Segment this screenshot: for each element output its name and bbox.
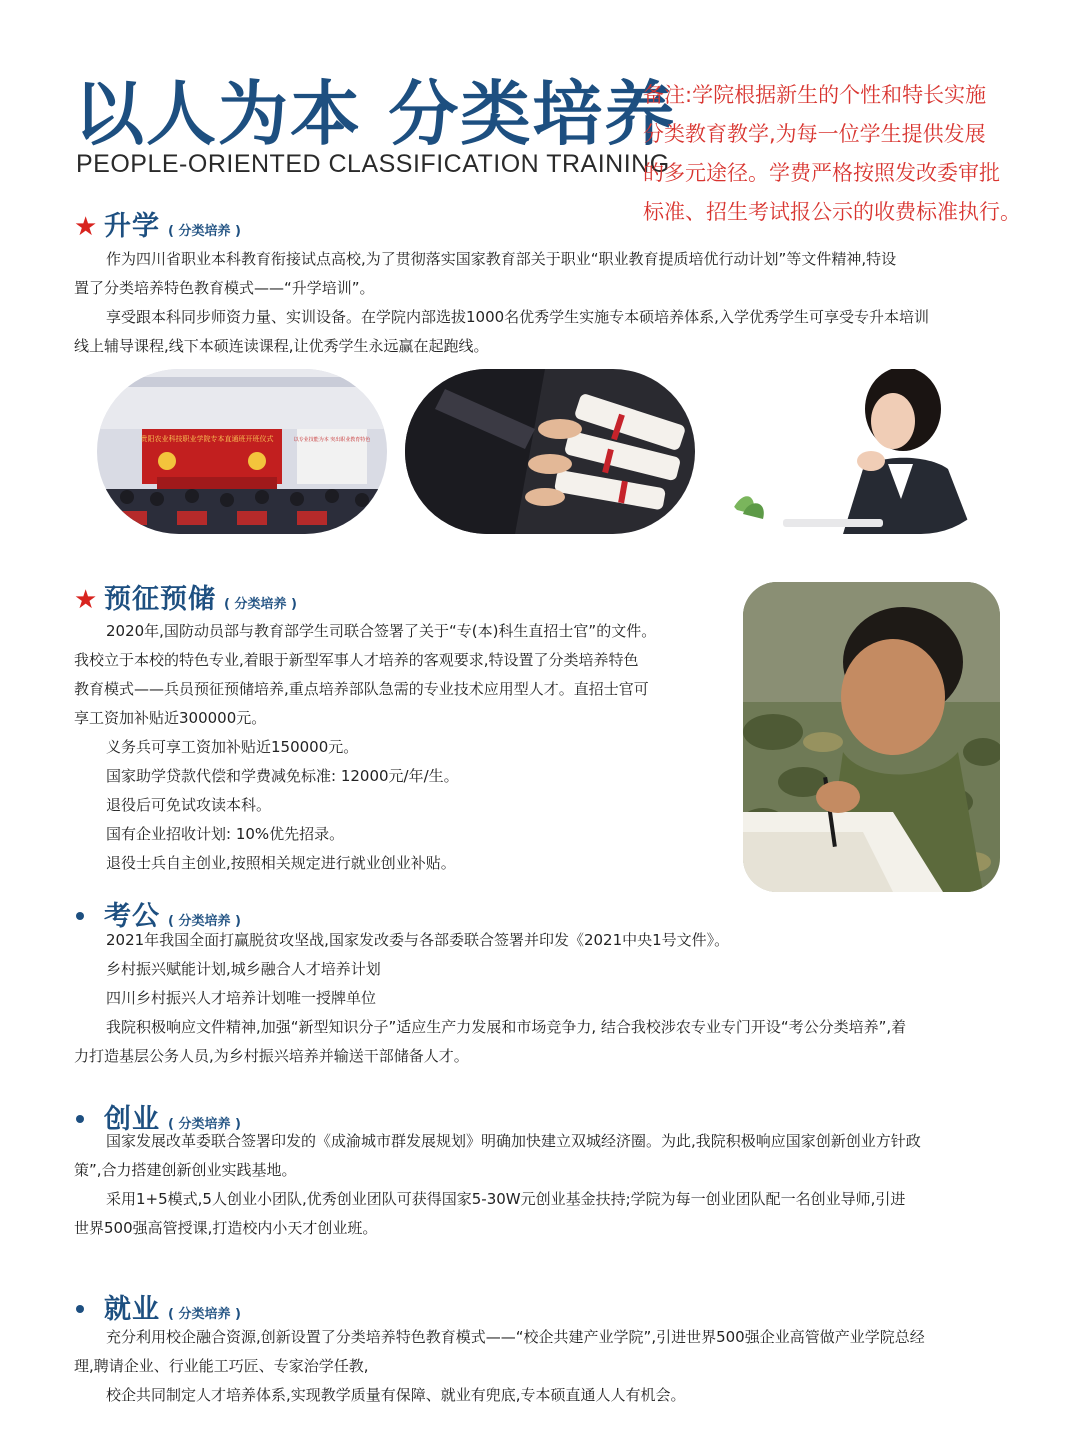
section-heading-yuzheng [74, 577, 297, 616]
note-line: 标准、招生考试报公示的收费标准执行。 [643, 200, 1021, 224]
section-title: 预征预储 [104, 584, 216, 615]
section-body-kaogong [74, 926, 1014, 1071]
star-icon: ★ [74, 212, 98, 242]
section-title: 创业 [104, 1104, 160, 1135]
body-line: 教育模式——兵员预征预储培养,重点培养部队急需的专业技术应用型人才。直招士官可 [74, 680, 649, 698]
section-heading-shengxue [74, 204, 241, 243]
body-line: 国家助学贷款代偿和学费减免标准: 12000元/年/生。 [106, 767, 459, 785]
banner-text: 贵阳农业科技职业学院专本直通班开班仪式 [140, 435, 274, 443]
section-subtitle: ( 分类培养 ) [168, 914, 241, 929]
note-line: 备注:学院根据新生的个性和特长实施 [643, 83, 987, 107]
section-subtitle: ( 分类培养 ) [168, 224, 241, 239]
body-line: 2020年,国防动员部与教育部学生司联合签署了关于“专(本)科生直招士官”的文件。 [106, 622, 657, 640]
body-line: 线上辅导课程,线下本硕连读课程,让优秀学生永远赢在起跑线。 [74, 337, 489, 355]
body-line: 退役士兵自主创业,按照相关规定进行就业创业补贴。 [106, 854, 456, 872]
bullet-icon [74, 1310, 104, 1318]
body-line: 我院积极响应文件精神,加强“新型知识分子”适应生产力发展和市场竞争力, 结合我校涉农专业专门开设“考公分类培养”,着 [106, 1018, 907, 1036]
ceremony-photo [97, 369, 387, 534]
body-line: 采用1+5模式,5人创业小团队,优秀创业团队可获得国家5-30W元创业基金扶持;学院为每一创业团队配一名创业导师,引进 [106, 1190, 906, 1208]
section-subtitle: ( 分类培养 ) [168, 1117, 241, 1132]
star-icon: ★ [74, 585, 98, 615]
body-line: 享受跟本科同步师资力量、实训设备。在学院内部选拔1000名优秀学生实施专本硕培养体系,入学优秀学生可享受专升本培训 [106, 308, 929, 326]
section-title: 升学 [104, 211, 160, 242]
body-line: 作为四川省职业本科教育衔接试点高校,为了贯彻落实国家教育部关于职业“职业教育提质培优行动计划”等文件精神,特设 [106, 250, 897, 268]
body-line: 乡村振兴赋能计划,城乡融合人才培养计划 [106, 960, 381, 978]
fee-note [643, 76, 1038, 232]
body-line: 力打造基层公务人员,为乡村振兴培养并输送干部储备人才。 [74, 1047, 469, 1065]
note-line: 的多元途径。学费严格按照发改委审批 [643, 161, 1000, 185]
banner-text-right: 以专业技能为本 突出职业教育特色 [293, 437, 371, 443]
section-heading-jiuye [74, 1287, 241, 1326]
section-title: 就业 [104, 1294, 160, 1325]
body-line: 校企共同制定人才培养体系,实现教学质量有保障、就业有兜底,专本硕直通人人有机会。 [106, 1386, 686, 1404]
body-line: 我校立于本校的特色专业,着眼于新型军事人才培养的客观要求,特设置了分类培养特色 [74, 651, 639, 669]
body-line: 国家发展改革委联合签署印发的《成渝城市群发展规划》明确加快建立双城经济圈。为此,我院积极响应国家创新创业方针政 [106, 1132, 921, 1150]
soldier-studying-photo [743, 582, 1000, 892]
body-line: 退役后可免试攻读本科。 [106, 796, 272, 814]
page-subtitle-en: PEOPLE-ORIENTED CLASSIFICATION TRAINING [76, 150, 670, 178]
section-body-chuangye [74, 1127, 1014, 1243]
page-title: 以人为本 分类培养 [74, 73, 677, 155]
section-body-yuzheng [74, 617, 734, 878]
section-body-shengxue [74, 245, 1014, 361]
office-woman-photo [713, 369, 1003, 534]
note-line: 分类教育教学,为每一位学生提供发展 [643, 122, 986, 146]
body-line: 策”,合力搭建创新创业实践基地。 [74, 1161, 297, 1179]
body-line: 置了分类培养特色教育模式——“升学培训”。 [74, 279, 375, 297]
body-line: 享工资加补贴近300000元。 [74, 709, 267, 727]
section-subtitle: ( 分类培养 ) [168, 1307, 241, 1322]
bullet-icon [74, 917, 104, 925]
body-line: 世界500强高管授课,打造校内小天才创业班。 [74, 1219, 378, 1237]
section-title: 考公 [104, 901, 160, 932]
section-subtitle: ( 分类培养 ) [224, 597, 297, 612]
body-line: 国有企业招收计划: 10%优先招录。 [106, 825, 345, 843]
body-line: 理,聘请企业、行业能工巧匠、专家治学任教, [74, 1357, 369, 1375]
section-body-jiuye [74, 1323, 1024, 1410]
body-line: 义务兵可享工资加补贴近150000元。 [106, 738, 359, 756]
body-line: 2021年我国全面打赢脱贫攻坚战,国家发改委与各部委联合签署并印发《2021中央1号文件》。 [106, 931, 730, 949]
body-line: 充分利用校企融合资源,创新设置了分类培养特色教育模式——“校企共建产业学院”,引进世界500强企业高管做产业学院总经 [106, 1328, 925, 1346]
graduation-photo [405, 369, 695, 534]
body-line: 四川乡村振兴人才培养计划唯一授牌单位 [106, 989, 377, 1007]
